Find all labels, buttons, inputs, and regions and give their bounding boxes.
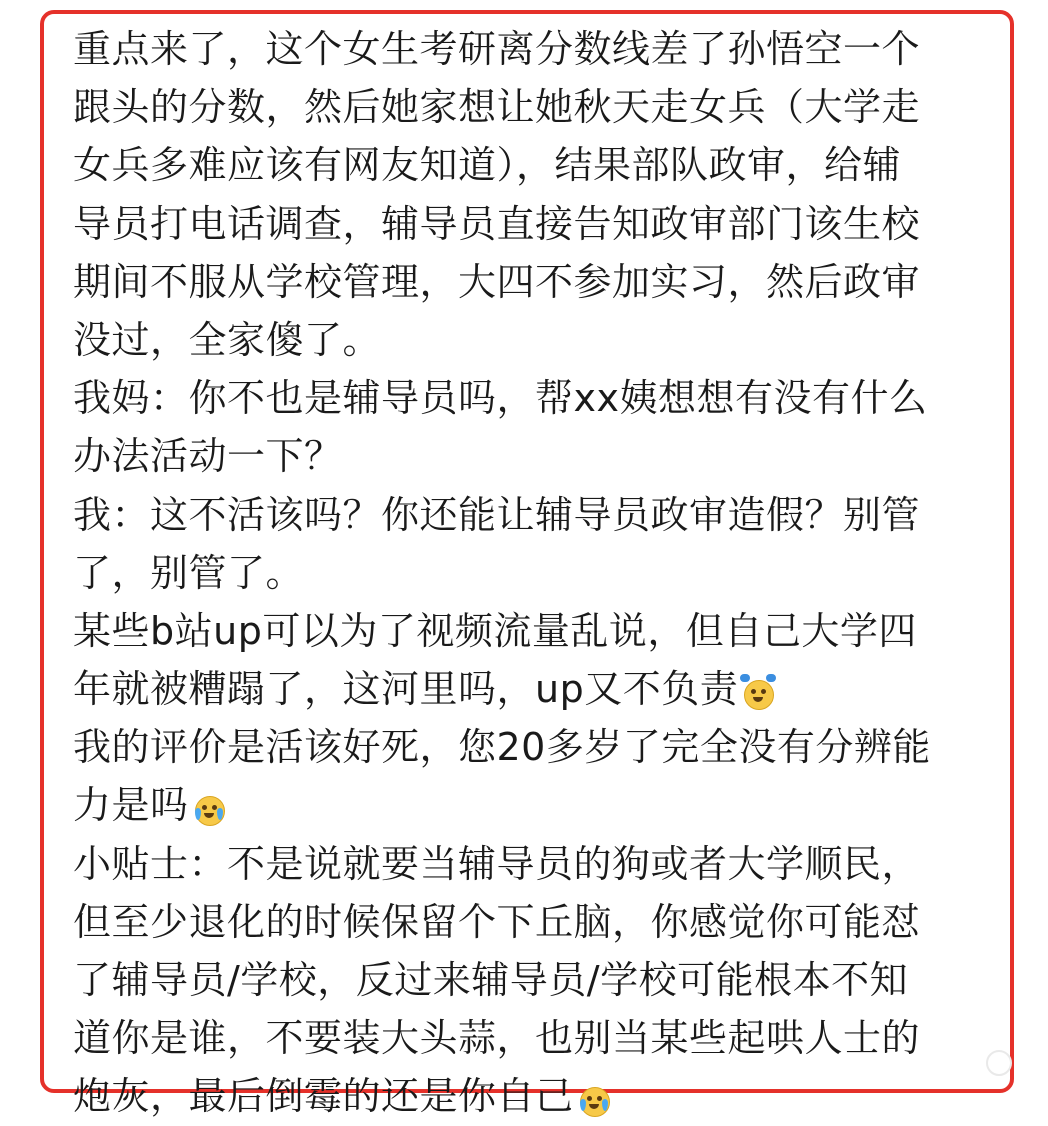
text-line: 了，别管了。 bbox=[73, 550, 305, 595]
text-line: 了辅导员/学校，反过来辅导员/学校可能根本不知 bbox=[73, 958, 909, 1002]
text-line: 年就被糟蹋了，这河里吗，up又不负责 bbox=[73, 667, 739, 712]
text-line: 没过，全家傻了。 bbox=[73, 317, 382, 362]
text-line: 但至少退化的时候保留个下丘脑，你感觉你可能怼 bbox=[73, 899, 921, 944]
text-line: 重点来了，这个女生考研离分数线差了孙悟空一个 bbox=[73, 27, 921, 71]
text-line: 道你是谁，不要装大头蒜，也别当某些起哄人士的 bbox=[73, 1016, 921, 1061]
text-line: 期间不服从学校管理，大四不参加实习，然后政审 bbox=[73, 259, 921, 304]
text-line: 办法活动一下？ bbox=[73, 434, 343, 479]
shrug-emoji-icon bbox=[740, 674, 776, 710]
text-line: 力是吗 bbox=[73, 783, 189, 828]
text-line: 我妈：你不也是辅导员吗，帮xx姨想想有没有什么 bbox=[73, 376, 928, 421]
text-line: 导员打电话调查，辅导员直接告知政审部门该生校 bbox=[73, 201, 921, 246]
text-line-with-emoji bbox=[73, 1067, 973, 1125]
watermark-icon bbox=[986, 1050, 1012, 1076]
text-line: 我的评价是活该好死，您20多岁了完全没有分辨能 bbox=[73, 725, 931, 770]
text-line-with-emoji bbox=[73, 660, 973, 718]
text-line: 跟头的分数，然后她家想让她秋天走女兵（大学走 bbox=[73, 85, 921, 130]
text-line: 某些b站up可以为了视频流量乱说，但自己大学四 bbox=[73, 608, 917, 653]
text-line: 炮灰，最后倒霉的还是你自己 bbox=[73, 1074, 574, 1119]
text-line: 女兵多难应该有网友知道），结果部队政审，给辅 bbox=[73, 143, 902, 188]
post-text bbox=[73, 20, 973, 1126]
crying-emoji-icon bbox=[191, 790, 227, 826]
text-line-with-emoji bbox=[73, 776, 973, 834]
crying-emoji-icon bbox=[576, 1081, 612, 1117]
text-line: 小贴士：不是说就要当辅导员的狗或者大学顺民， bbox=[73, 841, 921, 886]
text-line: 我：这不活该吗？你还能让辅导员政审造假？别管 bbox=[73, 492, 921, 537]
